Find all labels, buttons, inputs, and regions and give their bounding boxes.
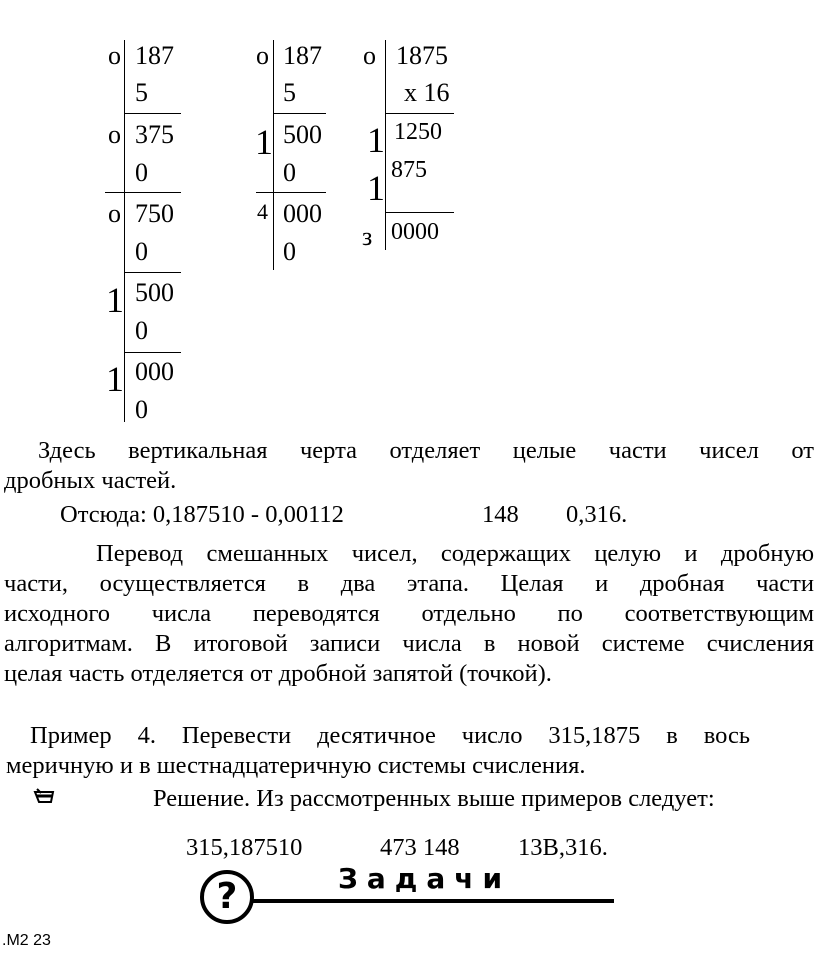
result-2-hex: 13В,316. [518,834,608,861]
col1-carry-4: 0 [135,316,148,345]
col2-int-2: 1 [255,122,273,162]
p2-line-3: исходного числа переводятся отдельно по соответствующим [4,600,814,627]
note-icon [33,788,55,806]
paragraph-mixed-numbers [4,539,814,689]
solution-text: Решение. Из рассмотренных выше примеров следует: [153,785,715,812]
result-2-decimal: 315,187510 [186,834,303,861]
column-2-divider [273,40,274,270]
col3-frac-4: 0000 [391,219,439,245]
column-3-divider [385,40,386,250]
col3-frac-3: 875 [391,157,427,183]
col1-frac-1: 187 [135,41,174,70]
col2-rule-1 [274,113,326,114]
col2-carry-2: 0 [283,158,296,187]
col1-carry-5: 0 [135,395,148,424]
col2-int-3: 4 [257,199,268,224]
col2-carry-3: 0 [283,237,296,266]
example-4-line-1: Пример 4. Перевести десятичное число 315,1875 в вось [30,722,750,749]
section-title: Задачи [338,862,512,895]
p2-line-5: целая часть отделяется от дробной запятой (точкой). [4,660,552,687]
example-4-line-2: меричную и в шестнадцатеричную системы счисления. [6,752,586,779]
page-footer: .М2 23 [2,932,51,949]
col3-rule-2 [386,212,454,213]
col3-int-3: 1 [367,168,385,208]
col1-int-3: о [108,199,121,228]
col2-rule-2 [256,192,326,193]
result-1-octal: 148 [482,501,519,528]
col2-carry-1: 5 [283,78,296,107]
p2-line-4: алгоритмам. В итоговой записи числа в новой системе счисления [4,630,814,657]
col1-frac-3: 750 [135,199,174,228]
col3-multiplier: x 16 [404,80,450,106]
result-1-expression: Отсюда: 0,187510 - 0,00112 [60,501,344,528]
col1-rule-4 [125,352,181,353]
col1-rule-2 [105,192,181,193]
col1-carry-2: 0 [135,158,148,187]
col1-frac-5: 000 [135,357,174,386]
p2-line-1: Перевод смешанных чисел, содержащих целую и дробную [96,540,814,567]
col1-rule-1 [125,113,181,114]
col2-frac-2: 500 [283,120,322,149]
col1-int-2: о [108,120,121,149]
col1-frac-2: 375 [135,120,174,149]
column-1-divider [124,40,125,422]
col3-top-int: о [363,41,376,70]
col1-carry-3: 0 [135,237,148,266]
section-title-underline [252,899,614,903]
col1-frac-4: 500 [135,278,174,307]
col2-frac-3: 000 [283,199,322,228]
col1-rule-3 [125,272,181,273]
col1-int-4: 1 [106,280,124,320]
col3-frac-2: 1250 [394,119,442,145]
result-1-hex: 0,316. [566,501,628,528]
col3-top-frac: 1875 [396,43,448,69]
p1-line-1: Здесь вертикальная черта отделяет целые части чисел от [38,437,814,464]
result-1 [60,501,344,529]
paragraph-vertical-line [4,436,814,496]
p1-line-2: дробных частей. [4,467,177,494]
col1-int-1: о [108,41,121,70]
p2-line-2: части, осуществляется в два этапа. Целая и дробная части [4,570,814,597]
col1-carry-1: 5 [135,78,148,107]
col3-rule-1 [386,113,454,114]
col2-frac-1: 187 [283,41,322,70]
result-2-octal: 473 148 [380,834,460,861]
col3-int-4: з [362,222,373,251]
col1-int-5: 1 [106,359,124,399]
col3-int-2: 1 [367,120,385,160]
col2-int-1: о [256,41,269,70]
question-mark-icon: ? [200,870,254,924]
